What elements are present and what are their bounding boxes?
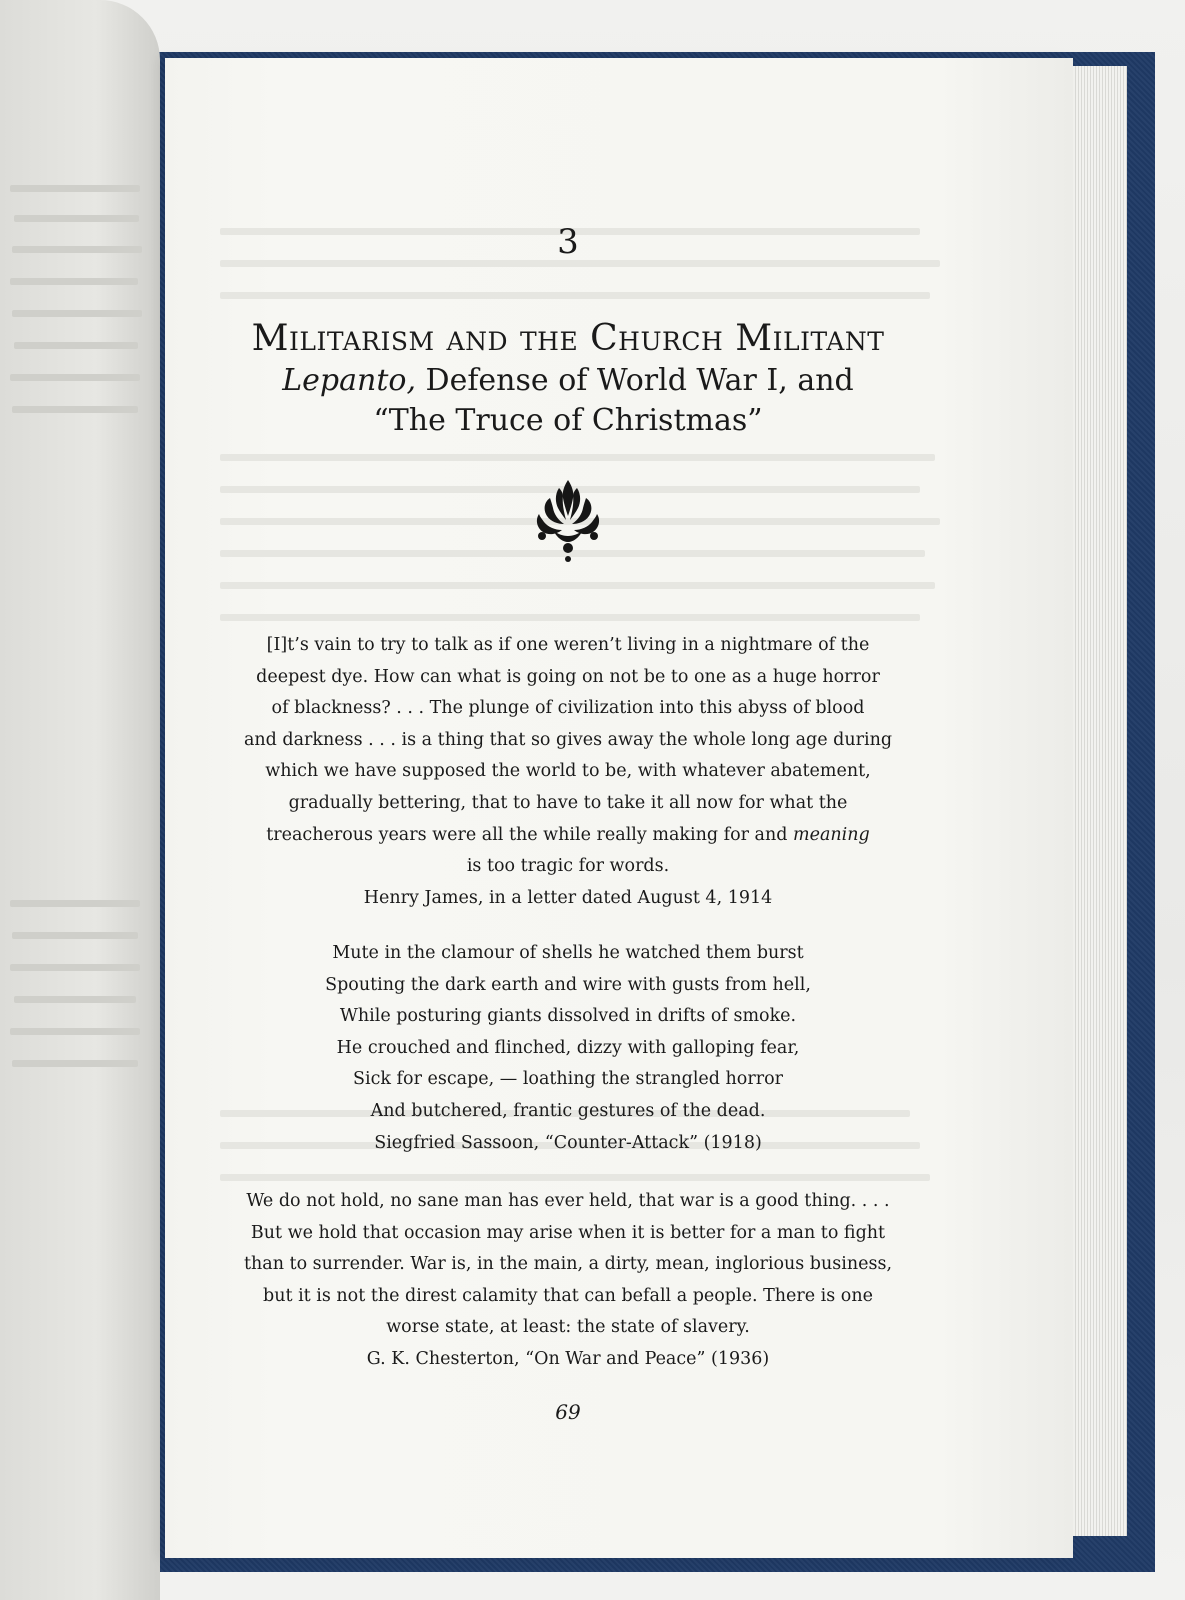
epigraph-henry-james	[0, 630, 1136, 914]
epigraph-chesterton	[0, 1186, 1136, 1376]
chapter-subtitle-line-2: “The Truce of Christmas”	[373, 403, 763, 438]
epigraph-line: and darkness . . . is a thing that so gives away the whole long age during	[243, 729, 893, 750]
chapter-subtitle-line-1	[0, 363, 1136, 398]
epigraph-line: We do not hold, no sane man has ever held, that war is a good thing. . . .	[246, 1191, 890, 1211]
poem-line: Spouting the dark earth and wire with gusts from hell,	[325, 974, 811, 995]
epigraph-italic-word: meaning	[793, 824, 870, 845]
poem-line: He crouched and flinched, dizzy with galloping fear,	[336, 1037, 800, 1058]
epigraph-attribution: G. K. Chesterton, “On War and Peace” (1936)	[366, 1348, 770, 1369]
epigraph-line: deepest dye. How can what is going on not be to one as a huge horror	[256, 666, 880, 687]
epigraph-attribution: Siegfried Sassoon, “Counter-Attack” (1918)	[374, 1132, 762, 1153]
fleuron-ornament-icon	[533, 476, 603, 566]
subtitle-rest: Defense of World War I, and	[415, 363, 854, 398]
epigraph-line: worse state, at least: the state of slavery.	[386, 1317, 750, 1338]
poem-line: And butchered, frantic gestures of the dead.	[370, 1100, 766, 1121]
epigraph-line: than to surrender. War is, in the main, a dirty, mean, inglorious business,	[243, 1254, 893, 1275]
subtitle-italic-lepanto: Lepanto,	[282, 363, 416, 398]
chapter-title: Militarism and the Church Militant	[251, 318, 885, 359]
epigraph-text: treacherous years were all the while really making for and	[266, 824, 794, 845]
poem-line: Mute in the clamour of shells he watched them burst	[332, 943, 804, 963]
epigraph-line: is too tragic for words.	[466, 856, 670, 877]
page-number: 69	[555, 1400, 581, 1424]
epigraph-line: But we hold that occasion may arise when it is better for a man to fight	[250, 1222, 886, 1243]
epigraph-line	[0, 820, 1136, 852]
chapter-number: 3	[557, 222, 579, 262]
epigraph-line: gradually bettering, that to have to take it all now for what the	[288, 792, 848, 813]
epigraph-sassoon	[0, 938, 1136, 1159]
epigraph-line: [I]t’s vain to try to talk as if one weren’t living in a nightmare of the	[266, 635, 870, 655]
epigraph-line: of blackness? . . . The plunge of civilization into this abyss of blood	[271, 698, 865, 719]
poem-line: While posturing giants dissolved in drifts of smoke.	[339, 1006, 797, 1027]
epigraph-line: but it is not the direst calamity that can befall a people. There is one	[263, 1285, 873, 1306]
epigraph-line: which we have supposed the world to be, with whatever abatement,	[265, 761, 871, 782]
poem-line: Sick for escape, — loathing the strangled horror	[353, 1069, 783, 1090]
epigraph-attribution: Henry James, in a letter dated August 4, 1914	[363, 887, 773, 908]
